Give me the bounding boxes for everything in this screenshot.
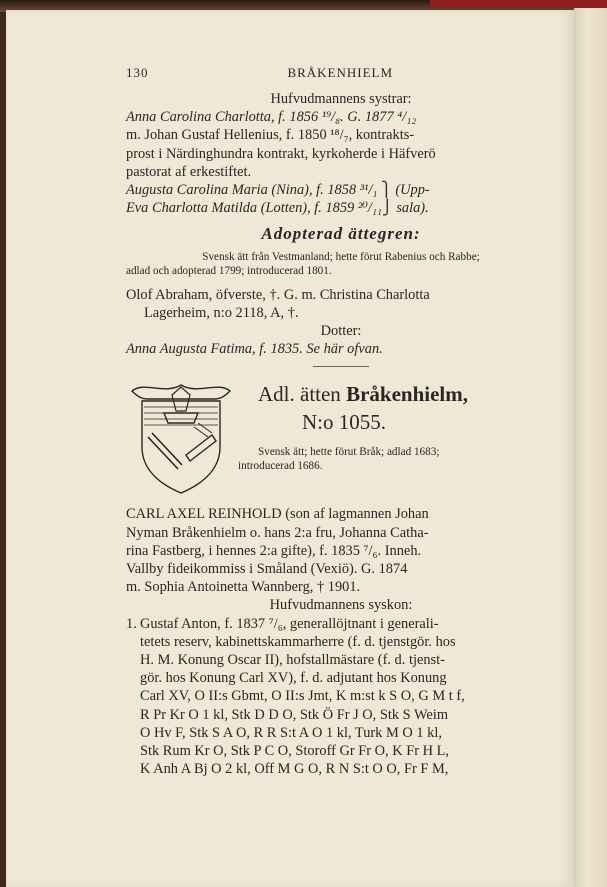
entry-line: Vallby fideikommiss i Småland (Vexiö). G. 1874 [126,561,408,578]
family-block [126,377,556,497]
entry-line: rina Fastberg, i hennes 2:a gifte), f. 1835 ⁷/₆. Inneh. [126,542,422,559]
family-title-block [238,377,556,473]
text-line: m. Johan Gustaf Hellenius, f. 1850 ¹⁸/₇, kontrakts- [126,127,415,144]
running-header [126,64,556,90]
entry-line: m. Sophia Antoinetta Wannberg, † 1901. [126,579,361,596]
family-number: N:o 1055. [302,410,386,435]
entry-number: 1. [126,615,137,632]
adopted-title: Adopterad ättegren: [261,224,421,244]
daughter-line: Anna Augusta Fatima, f. 1835. Se här ofvan. [126,341,383,358]
sibling-entry [126,615,556,779]
text-line: pastorat af erkestiftet. [126,163,252,180]
entry-line: Nyman Bråkenhielm o. hans 2:a fru, Johanna Catha- [126,524,429,541]
section-divider [313,366,369,367]
entry-line: Carl XV, O II:s Gbmt, O II:s Jmt, K m:st k S O, G M t f, [140,688,465,705]
running-title: BRÅKENHIELM [287,65,394,80]
note-line: Svensk ätt från Vestmanland; hette förut Rabenius och Rabbe; [202,250,480,263]
head-entry [126,505,556,614]
entry-line: K Anh A Bj O 2 kl, Off M G O, R N S:t O O, Fr F M, [140,761,449,778]
text-line: prost i Närdinghundra kontrakt, kyrkoherde i Häfverö [126,145,436,162]
siblings-heading: Hufvudmannens syskon: [269,597,413,614]
note-line: adlad och adopterad 1799; introducerad 1801. [126,264,332,277]
entry-line: Lagerheim, n:o 2118, A, †. [144,304,299,321]
bookmark-ribbon [430,0,607,7]
adopted-section [126,225,556,367]
daughter-heading: Dotter: [320,323,362,340]
entry-line: tetets reserv, kabinettskammarherre (f. d. tjenstgör. hos [140,633,456,650]
text-line: Anna Carolina Charlotta, f. 1856 ¹⁹/₈. G. 1877 ⁴/₁₂ [126,109,417,126]
entry-line: H. M. Konung Oscar II), hofstallmästare (f. d. tjenst- [140,652,445,669]
entry-line: O Hv F, Stk S A O, R R S:t A O 1 kl, Turk M O 1 kl, [140,724,442,741]
family-name: Adl. ätten Bråkenhielm, [258,382,468,407]
family-note-line: Svensk ätt; hette förut Bråk; adlad 1683; [258,446,440,459]
page-number: 130 [126,65,149,80]
entry-line: CARL AXEL REINHOLD (son af lagmannen Johan [126,506,429,523]
entry-line: gör. hos Konung Carl XV), f. d. adjutant hos Konung [140,670,447,687]
entry-line: Olof Abraham, öfverste, †. G. m. Christina Charlotta [126,286,430,303]
text-line: Augusta Carolina Maria (Nina), f. 1858 ³¹/₁ ⎫ (Upp- [126,182,430,199]
coat-of-arms-icon [124,377,238,497]
entry-line: R Pr Kr O 1 kl, Stk D D O, Stk Ö Fr J O, Stk S Weim [140,706,449,723]
family-note-line: introducerad 1686. [238,460,323,473]
section-heading: Hufvudmannens systrar: [270,91,412,107]
entry-line: Gustaf Anton, f. 1837 ⁷/₆, generallöjtnant i generali- [140,615,439,632]
page-edge [574,8,607,887]
page-content [126,64,556,778]
siblings-section [126,90,556,217]
entry-line: Stk Rum Kr O, Stk P C O, Storoff Gr Fr O, K Fr H L, [140,743,450,760]
text-line: Eva Charlotta Matilda (Lotten), f. 1859 ²⁰/₁₁⎭ sala). [126,200,429,217]
